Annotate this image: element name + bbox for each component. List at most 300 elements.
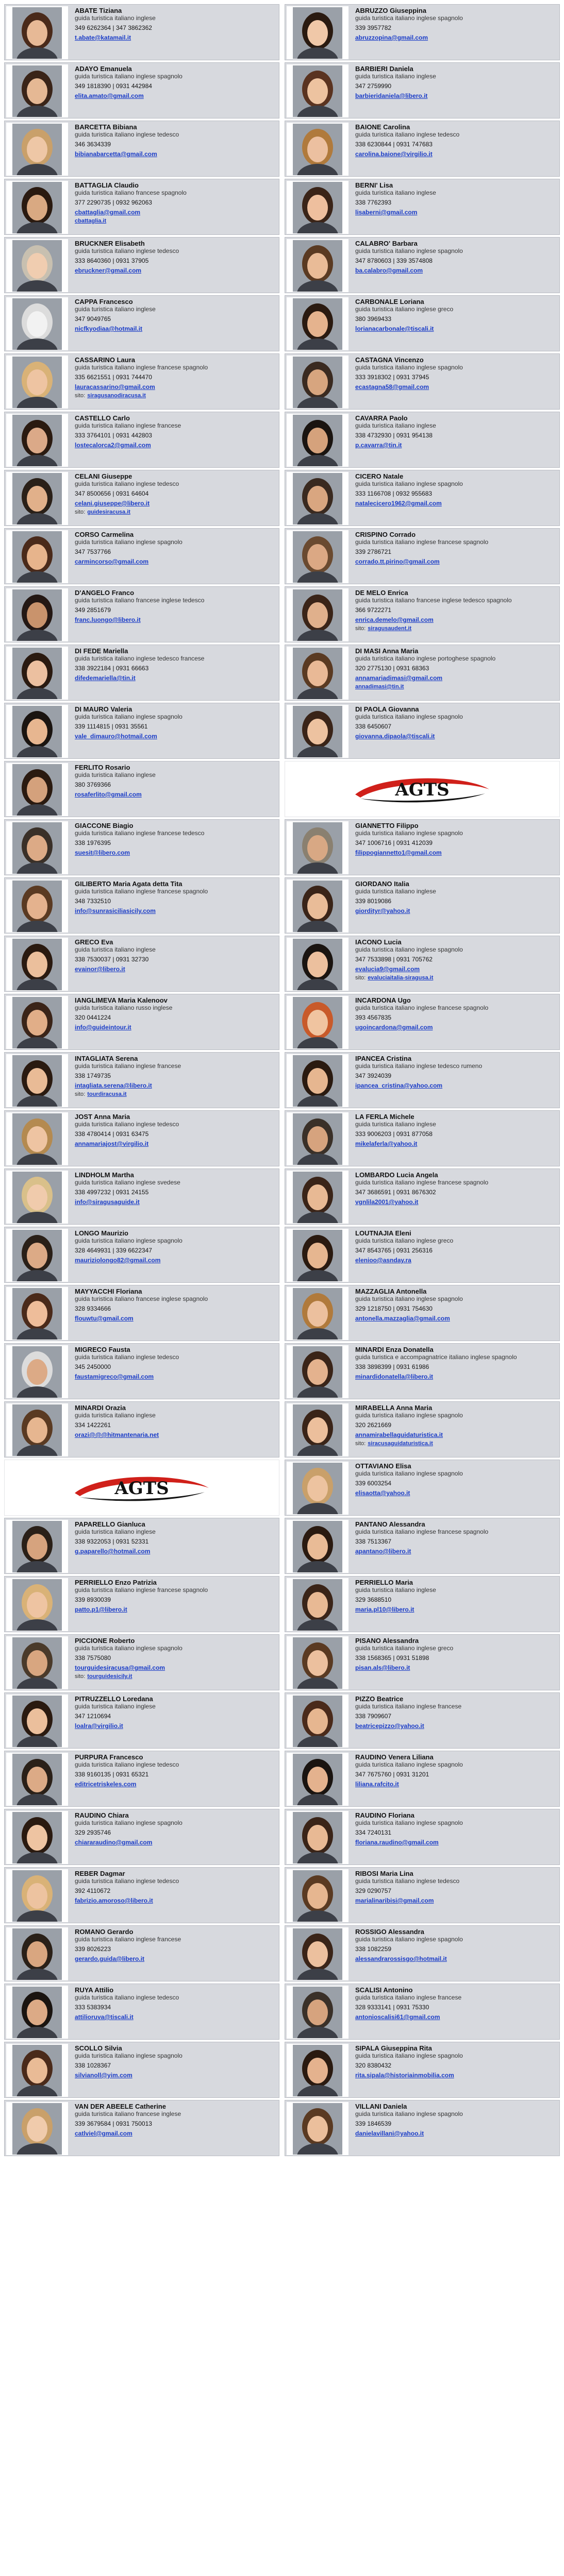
guide-photo [6,64,68,117]
guide-email-link[interactable]: vgnlila2001@yahoo.it [355,1198,419,1206]
guide-email-link[interactable]: annamariadimasi@gmail.com [355,674,443,682]
guide-card [4,877,279,934]
guide-name: BAIONE Carolina [355,123,410,131]
guide-photo [287,1927,349,1980]
guide-email-link[interactable]: g.paparello@hotmail.com [75,1548,151,1555]
guide-name: LINDHOLM Martha [75,1171,134,1179]
guide-email-link[interactable]: natalecicero1962@gmail.com [355,500,442,507]
guide-card [285,1401,560,1458]
guide-email-link[interactable]: filippogiannetto1@gmail.com [355,849,442,856]
guide-name: DI MASI Anna Maria [355,647,419,655]
guide-card [285,1925,560,1981]
guide-name: PANTANO Alessandra [355,1520,425,1528]
guide-info [350,587,559,633]
guide-name: MAZZAGLIA Antonella [355,1287,427,1295]
guide-phone: 329 3688510 [355,1596,392,1603]
guide-email-link[interactable]: franc.luongo@libero.it [75,616,141,623]
website-label: sito: [75,393,86,399]
guide-role: guida turistica italiano inglese tedesco [355,131,460,138]
portrait-photo [12,1928,62,1980]
guide-photo [287,1229,349,1282]
guide-name: BERNI' Lisa [355,181,393,189]
portrait-photo [12,531,62,583]
guide-photo [6,1694,68,1748]
guide-phone: 338 7530037 | 0931 32730 [75,956,149,963]
guide-info [70,5,279,42]
guide-info [70,1693,279,1730]
guide-photo [6,1578,68,1631]
guide-email-link[interactable]: tourguidesiracusa@gmail.com [75,1664,165,1671]
guide-phone: 338 7909607 [355,1713,392,1720]
guide-info [350,820,559,857]
guide-card [285,62,560,118]
guide-name: LOMBARDO Lucia Angela [355,1171,438,1179]
guide-email-link[interactable]: minardidonatella@libero.it [355,1373,434,1380]
guide-info [70,1751,279,1788]
guide-email-link[interactable]: alessandrarossisgo@hotmail.it [355,1955,447,1962]
guide-phone: 338 1976395 [75,839,111,846]
guide-phone: 347 2759990 [355,82,392,90]
guide-email-link[interactable]: nicfkyodiaa@hotmail.it [75,325,143,332]
guide-card [285,936,560,992]
guide-email-link[interactable]: carolina.baione@virgilio.it [355,150,433,158]
guide-role: guida turistica italiano inglese spagnolo [75,538,183,546]
guide-card [4,1168,279,1225]
portrait-photo [293,997,342,1048]
guide-email-link[interactable]: elita.amato@gmail.com [75,92,144,99]
guide-phone: 338 1749735 [75,1072,111,1079]
guide-info [350,1518,559,1555]
guide-email-link[interactable]: mauriziolongo82@gmail.com [75,1257,161,1264]
guide-email-link[interactable]: info@siragusaguide.it [75,1198,140,1206]
guide-photo [6,1927,68,1980]
guide-phone: 339 2786721 [355,548,392,555]
guide-role: guida turistica italiano inglese spagnolo [355,1936,463,1943]
guide-email-link[interactable]: editricetriskeles.com [75,1781,137,1788]
guide-info [350,1926,559,1963]
guide-phone: 338 4780414 | 0931 63475 [75,1130,149,1138]
portrait-photo [12,1521,62,1572]
portrait-photo [293,1987,342,2038]
guide-email-link[interactable]: orazi@@@hitmantenaria.net [75,1431,159,1438]
guide-email-link[interactable]: info@sunrasiciliasicily.com [75,907,156,914]
guide-name: DI MAURO Valeria [75,705,132,713]
guide-name: CALABRO' Barbara [355,240,418,247]
guide-email-link[interactable]: antonella.mazzaglia@gmail.com [355,1315,450,1322]
guide-card [4,1576,279,1632]
guide-name: CELANI Giuseppe [75,472,132,480]
guide-photo [6,530,68,583]
guide-phone: 333 3764101 | 0931 442803 [75,432,152,439]
guide-email-link[interactable]: catlviel@gmail.com [75,2130,132,2137]
guide-card [285,1343,560,1399]
guide-email-link[interactable]: lisaberni@gmail.com [355,209,418,216]
guide-name: BRUCKNER Elisabeth [75,240,145,247]
guide-name: CASTAGNA Vincenzo [355,356,424,364]
guide-email-link[interactable]: silvianoll@yim.com [75,2072,132,2079]
guide-email-link[interactable]: ecastagna58@gmail.com [355,383,429,391]
guide-phone: 339 1114815 | 0931 35561 [75,723,148,730]
guide-photo [6,1287,68,1340]
guide-info [70,1402,279,1439]
guide-name: LONGO Maurizio [75,1229,128,1237]
guide-card [4,1518,279,1574]
guide-email-link[interactable]: bibianabarcetta@gmail.com [75,150,157,158]
guide-card [285,1227,560,1283]
guide-role: guida turistica e accompagnatrice italiano inglese spagnolo [355,1353,517,1361]
guide-info [70,529,279,566]
guide-info [350,2042,559,2079]
guide-photo [287,1345,349,1398]
guide-photo [6,879,68,933]
guide-phone: 339 8930039 [75,1596,111,1603]
guide-phone: 348 7332510 [75,897,111,905]
guide-email-link[interactable]: gerardo.guida@libero.it [75,1955,145,1962]
guide-name: IPANCEA Cristina [355,1055,412,1062]
guide-email-link[interactable]: vale_dimauro@hotmail.com [75,733,157,740]
guide-phone: 349 1818390 | 0931 442984 [75,82,152,90]
guide-email-link[interactable]: annamirabellaguidaturistica.it [355,1431,443,1438]
guide-phone: 329 0290757 [355,1887,392,1894]
guide-role: guida turistica italiano inglese francese spagnolo [355,538,489,546]
guide-card [4,121,279,177]
guide-name: OTTAVIANO Elisa [355,1462,411,1470]
guide-role: guida turistica italiano inglese francese [355,1994,462,2001]
portrait-photo [293,1463,342,1514]
portrait-photo [12,1055,62,1107]
guide-photo [287,1869,349,1922]
guide-card [285,1634,560,1690]
guide-name: BARBIERI Daniela [355,65,413,73]
guide-phone: 333 3918302 | 0931 37945 [355,374,429,381]
guide-card [285,1052,560,1108]
guide-email-link[interactable]: corrado.tt.pirino@gmail.com [355,558,440,565]
guide-photo [287,1694,349,1748]
guide-email-link[interactable]: difedemariella@tin.it [75,674,136,682]
guide-info [350,1053,559,1090]
portrait-photo [293,1754,342,1805]
guide-role: guida turistica italiano inglese portoghese spagnolo [355,655,496,662]
guide-info [350,179,559,216]
website-link[interactable]: evaluciaitalia-siragusa.it [368,975,434,981]
portrait-photo [12,357,62,408]
guide-email-link[interactable]: lorianacarbonale@tiscali.it [355,325,434,332]
guide-name: BATTAGLIA Claudio [75,181,139,189]
guide-role: guida turistica italiano inglese greco [355,1645,454,1652]
guide-email-link[interactable]: mikelaferla@yahoo.it [355,1140,418,1147]
guide-role: guida turistica italiano inglese spagnolo [355,1470,463,1477]
guide-email-link[interactable]: fabrizio.amoroso@libero.it [75,1897,153,1904]
guide-photo [6,705,68,758]
guide-card [4,936,279,992]
guide-photo [6,1112,68,1165]
guide-phone: 380 3769366 [75,781,111,788]
guide-card [4,761,279,817]
guide-email-link[interactable]: attilioruva@tiscali.it [75,2013,134,2021]
guide-email-link[interactable]: rita.sipala@historiainmobilia.com [355,2072,454,2079]
portrait-photo [12,764,62,816]
guide-photo [287,705,349,758]
guide-email-link[interactable]: faustamigreco@gmail.com [75,1373,154,1380]
guide-photo [287,414,349,467]
guide-email-link[interactable]: ba.calabro@gmail.com [355,267,423,274]
website-label: sito: [75,1673,86,1680]
guide-email-link[interactable]: cbattaglia@gmail.com [75,209,141,216]
guide-email-link[interactable]: annamariajost@virgilio.it [75,1140,149,1147]
guide-role: guida turistica italiano inglese greco [355,1237,454,1244]
guide-email-link[interactable]: rosaferlito@gmail.com [75,791,142,798]
website-link[interactable]: siragusaudent.it [368,625,412,632]
guide-phone: 338 4997232 | 0931 24155 [75,1189,149,1196]
guide-photo [287,1520,349,1573]
guide-role: guida turistica italiano inglese tedesco [75,480,179,487]
guide-name: RAUDINO Chiara [75,1811,129,1819]
guide-email-link[interactable]: patto.p1@libero.it [75,1606,127,1613]
guide-email-link[interactable]: flouwtu@gmail.com [75,1315,134,1322]
portrait-photo [293,7,342,59]
portrait-photo [293,1404,342,1456]
guide-email-link[interactable]: abruzzopina@gmail.com [355,34,428,41]
guide-email-link[interactable]: pisan.als@libero.it [355,1664,410,1671]
portrait-photo [293,1870,342,1922]
guide-photo [287,1112,349,1165]
guide-card [4,2042,279,2098]
guide-email-link[interactable]: liliana.rafcito.it [355,1781,399,1788]
guide-role: guida turistica italiano inglese francese spagnolo [75,1586,208,1594]
guide-photo [287,938,349,991]
guide-name: PIZZO Beatrice [355,1695,404,1703]
guide-name: CRISPINO Corrado [355,531,416,538]
guide-phone: 338 7575080 [75,1654,111,1662]
guide-card [285,237,560,293]
portrait-photo [293,822,342,874]
website-link[interactable]: annadimasi@tin.it [355,684,404,690]
guide-card [4,62,279,118]
guide-card [285,819,560,875]
guide-email-link[interactable]: chiararaudino@gmail.com [75,1839,153,1846]
guide-email-link[interactable]: elenioo@asnday.ra [355,1257,411,1264]
guide-phone: 338 3898399 | 0931 61986 [355,1363,429,1370]
guide-card [285,1518,560,1574]
guide-card [4,2100,279,2156]
guide-email-link[interactable]: floriana.raudino@gmail.com [355,1839,439,1846]
guide-email-link[interactable]: lostecalorca2@gmail.com [75,442,151,449]
portrait-photo [12,1754,62,1805]
guide-email-link[interactable]: elisaotta@yahoo.it [355,1489,410,1497]
guide-email-link[interactable]: ugoincardona@gmail.com [355,1024,433,1031]
guide-phone: 338 7513367 [355,1538,392,1545]
portrait-photo [293,1113,342,1165]
website-link[interactable]: tourdiracusa.it [87,1091,127,1097]
guide-card [4,1984,279,2040]
website-link[interactable]: siragusanodiracusa.it [87,393,146,399]
guide-photo [6,1054,68,1107]
guide-email-link[interactable]: marialinaribisi@gmail.com [355,1897,434,1904]
guide-role: guida turistica italiano inglese tedesco [75,1877,179,1885]
guide-card [4,237,279,293]
guide-photo [287,1753,349,1806]
portrait-photo [12,2045,62,2096]
guide-card [285,353,560,410]
guide-email-link[interactable]: barbieridaniela@libero.it [355,92,428,99]
guide-info [70,63,279,100]
website-link[interactable]: tourguidesicily.it [87,1673,132,1680]
guide-role: guida turistica italiano inglese spagnolo [355,2052,463,2059]
guide-name: SIPALA Giuseppina Rita [355,2044,432,2052]
guide-role: guida turistica italiano inglese francese spagnolo [75,364,208,371]
guide-card [4,645,279,701]
guide-name: MIGRECO Fausta [75,1346,130,1353]
guide-card [285,2042,560,2098]
portrait-photo [12,589,62,641]
guide-email-link[interactable]: evalucia9@gmail.com [355,965,420,973]
guide-email-link[interactable]: info@guideintour.it [75,1024,131,1031]
guide-info [350,1285,559,1323]
guide-card [285,1168,560,1225]
guide-phone: 338 9160135 | 0931 65321 [75,1771,149,1778]
portrait-photo [12,1288,62,1340]
guide-card [4,353,279,410]
guide-info [70,121,279,158]
guide-email-link[interactable]: giordityr@yahoo.it [355,907,410,914]
guide-info [70,1868,279,1905]
guide-card [285,412,560,468]
guide-photo [6,472,68,525]
portrait-photo [12,1230,62,1281]
guide-name: CAPPA Francesco [75,298,133,306]
portrait-photo [12,706,62,757]
portrait-photo [12,1172,62,1223]
guide-info [350,1402,559,1448]
guide-phone: 334 7240131 [355,1829,392,1836]
guide-email-link[interactable]: danielavillani@yahoo.it [355,2130,424,2137]
website-link[interactable]: siracusaguidaturistica.it [368,1440,433,1447]
guide-role: guida turistica italiano inglese spagnolo [75,713,183,720]
guide-photo [287,297,349,350]
guide-email-link[interactable]: p.cavarra@tin.it [355,442,402,449]
guide-photo [287,879,349,933]
guide-email-link[interactable]: antonioscalisi61@gmail.com [355,2013,440,2021]
portrait-photo [293,648,342,699]
guide-email-link[interactable]: apantano@libero.it [355,1548,411,1555]
guide-email-link[interactable]: evainor@libero.it [75,965,125,973]
guide-info [350,1460,559,1497]
guide-photo [6,355,68,409]
guide-email-link[interactable]: suesit@libero.com [75,849,130,856]
guide-role: guida turistica italiano francese inglese [75,2110,181,2117]
portrait-photo [293,1812,342,1863]
guide-email-link[interactable]: intagliata.serena@libero.it [75,1082,152,1089]
guide-photo [6,1986,68,2039]
guide-phone: 333 9006203 | 0931 877058 [355,1130,433,1138]
logo-card [285,761,560,817]
website-link[interactable]: guidesiracusa.it [87,509,130,515]
guide-card [4,1634,279,1690]
guide-role: guida turistica italiano inglese spagnolo [355,713,463,720]
guide-card [4,586,279,642]
guide-phone: 320 0441224 [75,1014,111,1021]
portrait-photo [293,939,342,990]
guide-phone: 338 4732930 | 0931 954138 [355,432,433,439]
guide-photo [6,2102,68,2155]
guide-info [350,296,559,333]
guide-name: RAUDINO Venera Liliana [355,1753,434,1761]
guide-email-link[interactable]: celani.giuseppe@libero.it [75,500,150,507]
guide-card [285,1751,560,1807]
guide-card [285,1809,560,1865]
portrait-photo [293,415,342,466]
guide-email-link[interactable]: giovanna.dipaola@tiscali.it [355,733,435,740]
guide-phone: 339 3679584 | 0931 750013 [75,2120,152,2127]
guide-name: RAUDINO Floriana [355,1811,414,1819]
guide-email-link[interactable]: ebruckner@gmail.com [75,267,142,274]
guide-email-link[interactable]: maria.pl10@libero.it [355,1606,414,1613]
guide-name: ADAYO Emanuela [75,65,132,73]
guide-card [285,703,560,759]
agts-logo-text: AGTS [114,1478,169,1499]
guide-photo [287,1462,349,1515]
guide-name: MIRABELLA Anna Maria [355,1404,433,1412]
guide-phone: 347 1006716 | 0931 412039 [355,839,433,846]
guide-email-link[interactable]: beatricepizzo@yahoo.it [355,1722,424,1730]
guide-card [4,703,279,759]
guide-email-link[interactable]: enrica.demelo@gmail.com [355,616,434,623]
guide-card [4,4,279,60]
portrait-photo [12,1987,62,2038]
guide-card [285,1692,560,1749]
guide-phone: 329 1218750 | 0931 754630 [355,1305,433,1312]
guide-info [350,354,559,391]
guide-phone: 347 9049765 [75,315,111,323]
guide-photo [287,1054,349,1107]
guide-name: PERRIELLO Maria [355,1579,413,1586]
guide-name: ROSSIGO Alessandra [355,1928,424,1936]
guide-email-link[interactable]: t.abate@katamail.it [75,34,131,41]
guide-phone: 347 3924039 [355,1072,392,1079]
agts-logo [64,1467,219,1509]
guide-name: REBER Dagmar [75,1870,125,1877]
guide-info [350,878,559,915]
guide-name: LOUTNAJIA Eleni [355,1229,411,1237]
guide-name: GRECO Eva [75,938,113,946]
guide-phone: 347 7533898 | 0931 705762 [355,956,433,963]
guide-phone: 338 9322053 | 0931 52331 [75,1538,149,1545]
agts-logo [345,769,500,810]
guide-email-link[interactable]: ipancea_cristina@yahoo.com [355,1082,443,1089]
website-link[interactable]: cbattaglia.it [75,218,107,224]
guide-card [285,470,560,526]
guide-card [4,528,279,584]
guide-email-link[interactable]: lauracassarino@gmail.com [75,383,155,391]
guide-role: guida turistica italiano inglese francese [75,1062,181,1070]
guides-directory [4,4,560,2156]
guide-info [70,1111,279,1148]
guide-photo [287,1986,349,2039]
guide-role: guida turistica italiano inglese spagnolo [75,1645,183,1652]
guide-email-link[interactable]: loalra@virgilio.it [75,1722,123,1730]
guide-role: guida turistica italiano inglese francese spagnolo [75,888,208,895]
guide-phone: 347 8500656 | 0931 64604 [75,490,149,497]
guide-photo [287,1403,349,1456]
guide-info [350,63,559,100]
guide-role: guida turistica italiano inglese spagnolo [75,1237,183,1244]
logo-card [4,1460,279,1516]
guide-email-link[interactable]: carmincorso@gmail.com [75,558,149,565]
guide-card [4,1052,279,1108]
guide-phone: 338 7762393 [355,199,392,206]
guide-phone: 320 8380432 [355,2062,392,2069]
guide-photo [6,1869,68,1922]
